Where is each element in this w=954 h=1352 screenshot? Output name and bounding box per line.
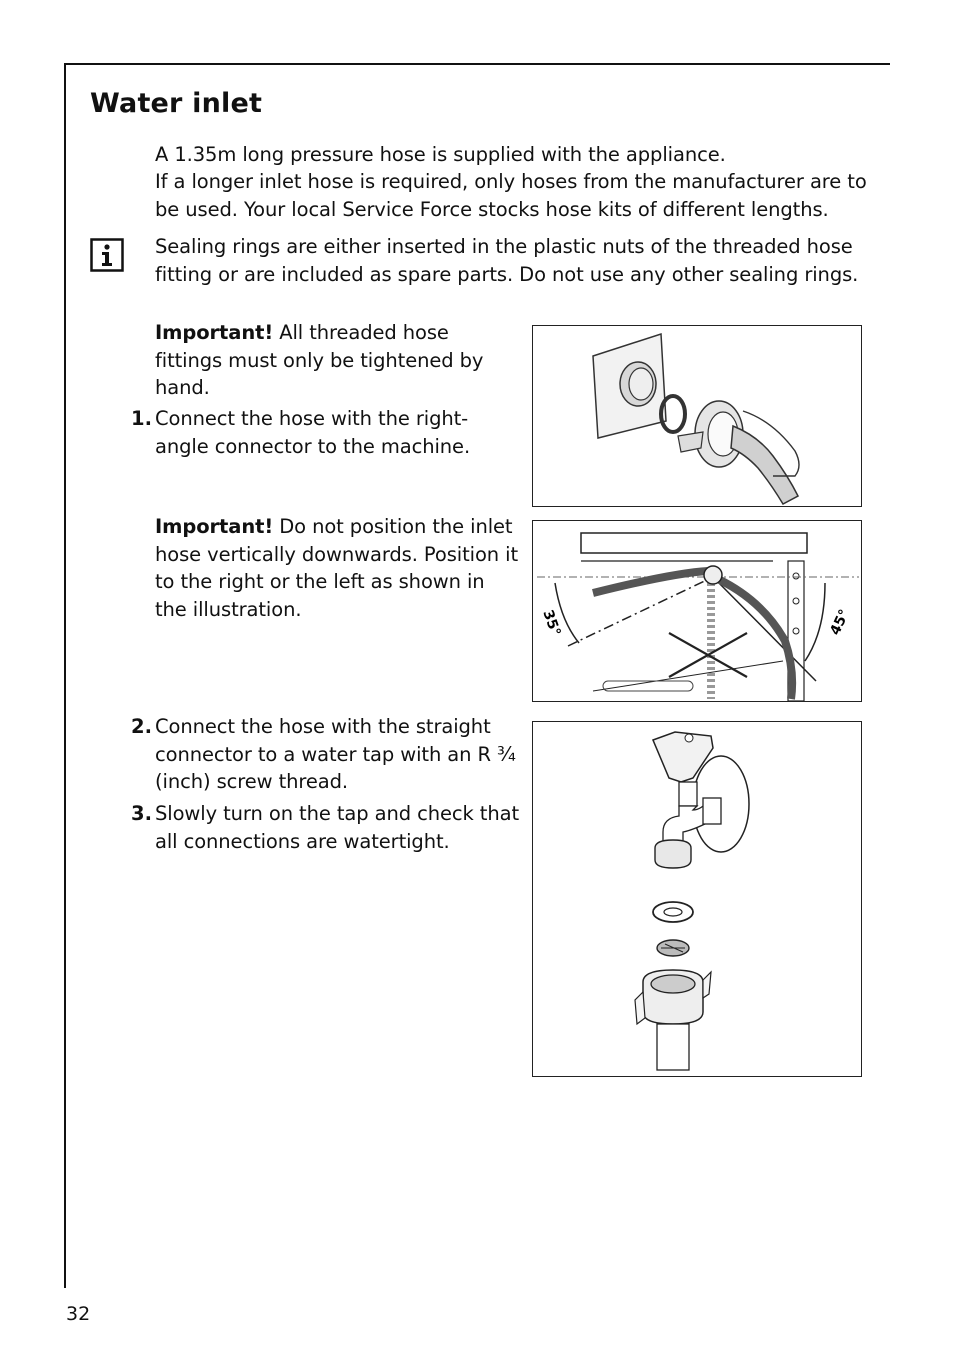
step-number: 1. — [131, 407, 152, 430]
angle-left-label: 35° — [539, 607, 564, 639]
info-icon — [90, 238, 124, 272]
important-note-2 — [155, 513, 520, 623]
machine-connector-illustration — [533, 326, 861, 506]
hose-angle-illustration — [533, 521, 861, 701]
important-text: Do not position the inlet hose vertically downwards. Position it to the right or the left as shown in the illustration. — [155, 515, 519, 621]
figure-tap-connection — [532, 721, 862, 1077]
figure-machine-connector — [532, 325, 862, 507]
step-text: Slowly turn on the tap and check that all connections are watertight. — [155, 802, 520, 853]
step-text: Connect the hose with the straight connector to a water tap with an R ¾ (inch) screw thread. — [155, 715, 516, 793]
intro-line-2: If a longer inlet hose is required, only hoses from the manufacturer are to be used. Your local Service Force stocks hose kits of different lengths. — [155, 170, 867, 221]
angle-right-label: 45° — [827, 607, 853, 638]
important-label: Important! — [155, 321, 274, 344]
step-number: 3. — [131, 802, 152, 825]
frame-top-rule — [64, 63, 890, 65]
intro-line-1: A 1.35m long pressure hose is supplied with the appliance. — [155, 143, 726, 166]
tap-connection-illustration — [533, 722, 861, 1076]
important-text: All threaded hose fittings must only be tightened by hand. — [155, 321, 484, 399]
important-note-1 — [155, 319, 520, 402]
section-title: Water inlet — [90, 88, 263, 119]
figure-hose-angle — [532, 520, 862, 702]
step-number: 2. — [131, 715, 152, 738]
info-text: Sealing rings are either inserted in the plastic nuts of the threaded hose fitting or are included as spare parts. Do not use any other sealing rings. — [155, 235, 859, 286]
frame-left-rule — [64, 63, 66, 1288]
step-text: Connect the hose with the right-angle connector to the machine. — [155, 407, 471, 458]
page-number: 32 — [66, 1303, 91, 1325]
important-label: Important! — [155, 515, 274, 538]
